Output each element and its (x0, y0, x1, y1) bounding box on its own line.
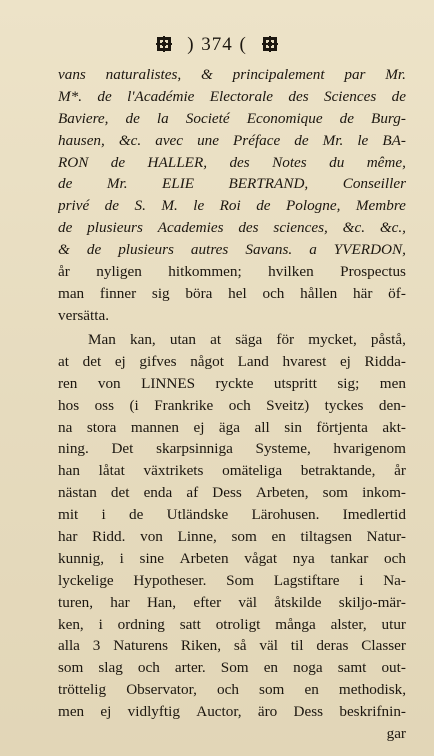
word: le (193, 197, 205, 215)
word: och (384, 549, 406, 567)
word: at (210, 331, 222, 348)
word: de (339, 109, 354, 127)
word: &c., (379, 219, 406, 237)
word: men (58, 703, 85, 721)
word: Sciences (323, 87, 377, 105)
word: säga (235, 331, 263, 348)
text-line (58, 130, 406, 152)
word: Academies (157, 219, 224, 237)
word: Auctor, (196, 703, 242, 721)
word: Det (111, 440, 134, 458)
word: Hypotheser. (133, 571, 207, 589)
word: hausen, (58, 131, 105, 149)
word: Man (88, 331, 116, 348)
word: i (359, 571, 364, 589)
word: Utländske (166, 506, 229, 524)
text-line (58, 438, 406, 460)
word: ordning (117, 615, 165, 633)
word: 3 (92, 637, 101, 655)
first-paragraph (58, 64, 406, 327)
word: M*. (58, 87, 83, 105)
word: och (262, 284, 285, 302)
word: par (344, 66, 366, 83)
word: Imedlertid (342, 506, 406, 524)
page-header (0, 34, 434, 56)
word: utspritt (273, 374, 317, 392)
ornament-left-icon (156, 36, 172, 52)
word: satt (179, 615, 201, 633)
text-line (58, 305, 406, 327)
text-line (58, 570, 406, 592)
word: och (216, 681, 239, 699)
text-line (58, 657, 406, 679)
word: otroligt (215, 615, 261, 633)
word: nya (292, 549, 315, 567)
word: Ridd. (92, 528, 126, 546)
word: na (58, 418, 73, 436)
word: de (58, 175, 73, 193)
text-line (58, 592, 406, 614)
word: methodisk, (338, 681, 406, 699)
word: äga (218, 418, 240, 436)
word: alla (58, 637, 80, 655)
text-line (58, 217, 406, 239)
text-line (58, 482, 406, 504)
word: (i (129, 396, 139, 414)
word: Ridda- (364, 352, 406, 370)
text-line (58, 373, 406, 395)
word: Naturens (113, 637, 169, 655)
word: ning. (58, 440, 89, 458)
word: vidlyftig (127, 703, 180, 721)
word: des (288, 87, 309, 105)
word: de (86, 241, 102, 259)
text-line (58, 395, 406, 417)
word: tiltagsen (300, 528, 352, 546)
word: de (391, 87, 406, 105)
word: i (119, 549, 124, 567)
word: hel (228, 284, 247, 302)
word: de (110, 153, 126, 171)
word: mannen (130, 418, 179, 436)
word: låtat (98, 462, 125, 480)
word: öf- (388, 284, 406, 302)
word: lyckelige (58, 571, 114, 589)
word: de (58, 219, 73, 237)
word: le (357, 131, 369, 149)
text-line (58, 504, 406, 526)
word: Sveitz) (266, 396, 310, 414)
text-line (58, 635, 406, 657)
word: en (271, 528, 286, 546)
word: Lagstiftare (273, 571, 340, 589)
word: turen, (58, 593, 94, 611)
word: gifves (139, 352, 177, 370)
word: Membre (355, 197, 406, 215)
word: något (190, 352, 224, 370)
word: slag (98, 659, 123, 677)
word: hitkommen; (168, 263, 242, 281)
word: som (231, 528, 257, 546)
word: åtskilde (274, 593, 322, 611)
word: M. (161, 197, 178, 215)
text-line (58, 173, 406, 195)
word: hvarest (282, 352, 327, 370)
word: de (256, 197, 271, 215)
word: &c. (342, 219, 365, 237)
text-line (58, 239, 406, 261)
text-line (58, 108, 406, 130)
word: väl (238, 593, 257, 611)
word: Dess (212, 484, 242, 502)
word: samt (337, 659, 367, 677)
word: utur (381, 615, 406, 633)
word: ryckte (215, 374, 254, 392)
word: Baviere, (58, 109, 109, 127)
word: Lärohusen. (251, 506, 320, 524)
word: noga (293, 659, 323, 677)
word: nyligen (96, 263, 142, 281)
word: ken, (58, 615, 84, 633)
word: & (58, 241, 70, 259)
word: YVERDON, (333, 241, 406, 259)
word: Mr. (322, 131, 344, 149)
word: ej (114, 352, 126, 370)
second-paragraph (58, 329, 406, 745)
text-line (58, 548, 406, 570)
word: Na- (383, 571, 406, 589)
word: betraktande, (300, 462, 376, 480)
page-number-open-paren: ) (187, 34, 195, 55)
word: för (276, 331, 295, 348)
word: nästan (58, 484, 97, 502)
word: Notes (272, 153, 307, 171)
word: von (97, 374, 121, 392)
word: växtrikets (143, 462, 204, 480)
word: une (197, 131, 219, 149)
text-line (58, 329, 406, 351)
word: ELIE (161, 175, 195, 193)
word: så (233, 637, 247, 655)
word: Arbeten (179, 549, 229, 567)
word: Observator, (126, 681, 197, 699)
word: som (322, 484, 348, 502)
word: inkom- (362, 484, 406, 502)
word: Dess (293, 703, 324, 721)
word: sin (284, 418, 302, 436)
word: hvilken (268, 263, 314, 281)
word: Frankrike (154, 396, 214, 414)
word: många (275, 615, 316, 633)
word: la (156, 109, 169, 127)
word: arter. (174, 659, 206, 677)
word: gar (386, 725, 406, 743)
text-line (58, 679, 406, 701)
word: i (98, 615, 103, 633)
word: som (259, 681, 285, 699)
word: sine (139, 549, 165, 567)
word: men (379, 374, 406, 392)
word: alster, (330, 615, 367, 633)
word: vågat (244, 549, 278, 567)
word: naturalistes, (105, 66, 182, 83)
word: förtjenta (316, 418, 368, 436)
word: des (238, 219, 259, 237)
word: sig (151, 284, 170, 302)
word: Linne, (177, 528, 217, 546)
word: til (290, 637, 304, 655)
word: har (58, 528, 78, 546)
word: år (394, 462, 406, 480)
word: tyckes (324, 396, 364, 414)
word: Classer (361, 637, 406, 655)
word: Land (237, 352, 269, 370)
word: de (104, 197, 120, 215)
word: mycket, (308, 331, 357, 348)
text-line (58, 195, 406, 217)
word: même, (366, 153, 406, 171)
word: oss (94, 396, 114, 414)
word: han (58, 462, 80, 480)
page-number: 374 (201, 34, 233, 55)
word: beskrifnin- (339, 703, 406, 721)
word: de (97, 87, 112, 105)
word: den- (378, 396, 406, 414)
page-number-close-paren: ( (239, 34, 247, 55)
word: enda (143, 484, 173, 502)
word: påstå, (370, 331, 406, 348)
word: Préface (233, 131, 281, 149)
word: von (140, 528, 163, 546)
word: plusieurs (87, 219, 143, 237)
catchword (58, 723, 406, 745)
word: Han, (146, 593, 177, 611)
word: ej (339, 352, 351, 370)
word: en (304, 681, 319, 699)
word: tankar (330, 549, 369, 567)
text-line (58, 86, 406, 108)
word: hos (58, 396, 80, 414)
ornament-right-icon (262, 36, 278, 52)
word: Burg- (371, 109, 406, 127)
word: Electorale (209, 87, 274, 105)
word: & (200, 66, 213, 83)
word: avec (155, 131, 184, 149)
word: Prospectus (340, 263, 406, 281)
word: år (58, 263, 70, 281)
word: hållen (300, 284, 338, 302)
word: S. (134, 197, 146, 215)
word: plusieurs (118, 241, 174, 259)
word: det (82, 352, 102, 370)
word: Systeme, (255, 440, 311, 458)
word: deras (316, 637, 349, 655)
word: de (294, 131, 309, 149)
word: &c. (118, 131, 142, 149)
word: privé (58, 197, 90, 215)
text-line (58, 614, 406, 636)
word: kan, (129, 331, 156, 348)
word: har (110, 593, 130, 611)
word: BERTRAND, (228, 175, 309, 193)
word: autres (190, 241, 229, 259)
word: tröttelig (58, 681, 107, 699)
word: a (309, 241, 317, 259)
word: Mr. (385, 66, 406, 83)
word: l'Académie (127, 87, 195, 105)
word: en (263, 659, 279, 677)
word: hvarigenom (333, 440, 406, 458)
word: det (110, 484, 130, 502)
word: HALLER, (147, 153, 208, 171)
word: BA- (382, 131, 406, 149)
text-line (58, 283, 406, 305)
text-line (58, 64, 406, 86)
text-line (58, 460, 406, 482)
word: efter (193, 593, 222, 611)
word: och (228, 396, 251, 414)
word: Conseiller (342, 175, 406, 193)
word: Riken, (180, 637, 221, 655)
word: vans (58, 66, 86, 83)
word: Som (220, 659, 249, 677)
word: af (186, 484, 199, 502)
word: skiljo-mär- (338, 593, 406, 611)
word: väl (259, 637, 278, 655)
text-line (58, 701, 406, 723)
word: stora (86, 418, 117, 436)
word: ej (100, 703, 112, 721)
text-line (58, 351, 406, 373)
word: Societé (185, 109, 230, 127)
word: i (101, 506, 106, 524)
word: Pologne, (285, 197, 341, 215)
word: all (254, 418, 270, 436)
word: sciences, (273, 219, 328, 237)
word: de (129, 506, 144, 524)
word: at (58, 352, 69, 370)
word: ren (58, 374, 78, 392)
word: RON (58, 153, 89, 171)
word: de (125, 109, 140, 127)
word: Roi (219, 197, 241, 215)
word: kunnig, (58, 549, 104, 567)
word: Economique (246, 109, 323, 127)
word: Natur- (366, 528, 406, 546)
word: ej (193, 418, 205, 436)
word: som (58, 659, 84, 677)
text-line (58, 152, 406, 174)
word: finner (99, 284, 137, 302)
word: akt- (382, 418, 406, 436)
word: Arbeten, (255, 484, 309, 502)
word: Som (226, 571, 254, 589)
word: Savans. (245, 241, 293, 259)
text-line (58, 261, 406, 283)
word: böra (185, 284, 213, 302)
word: äro (257, 703, 278, 721)
word: utan (169, 331, 197, 348)
word: skarpsinniga (156, 440, 233, 458)
word: sig; (337, 374, 360, 392)
word: principalement (232, 66, 325, 83)
word: LINNES (141, 374, 196, 392)
word: du (329, 153, 345, 171)
word: Mr. (106, 175, 128, 193)
text-line (58, 526, 406, 548)
word: versätta. (58, 306, 110, 324)
word: mit (58, 506, 79, 524)
word: man (58, 284, 85, 302)
word: här (353, 284, 373, 302)
word: out- (381, 659, 406, 677)
word: och (137, 659, 160, 677)
word: omäteliga (222, 462, 283, 480)
word: des (229, 153, 250, 171)
text-line (58, 417, 406, 439)
